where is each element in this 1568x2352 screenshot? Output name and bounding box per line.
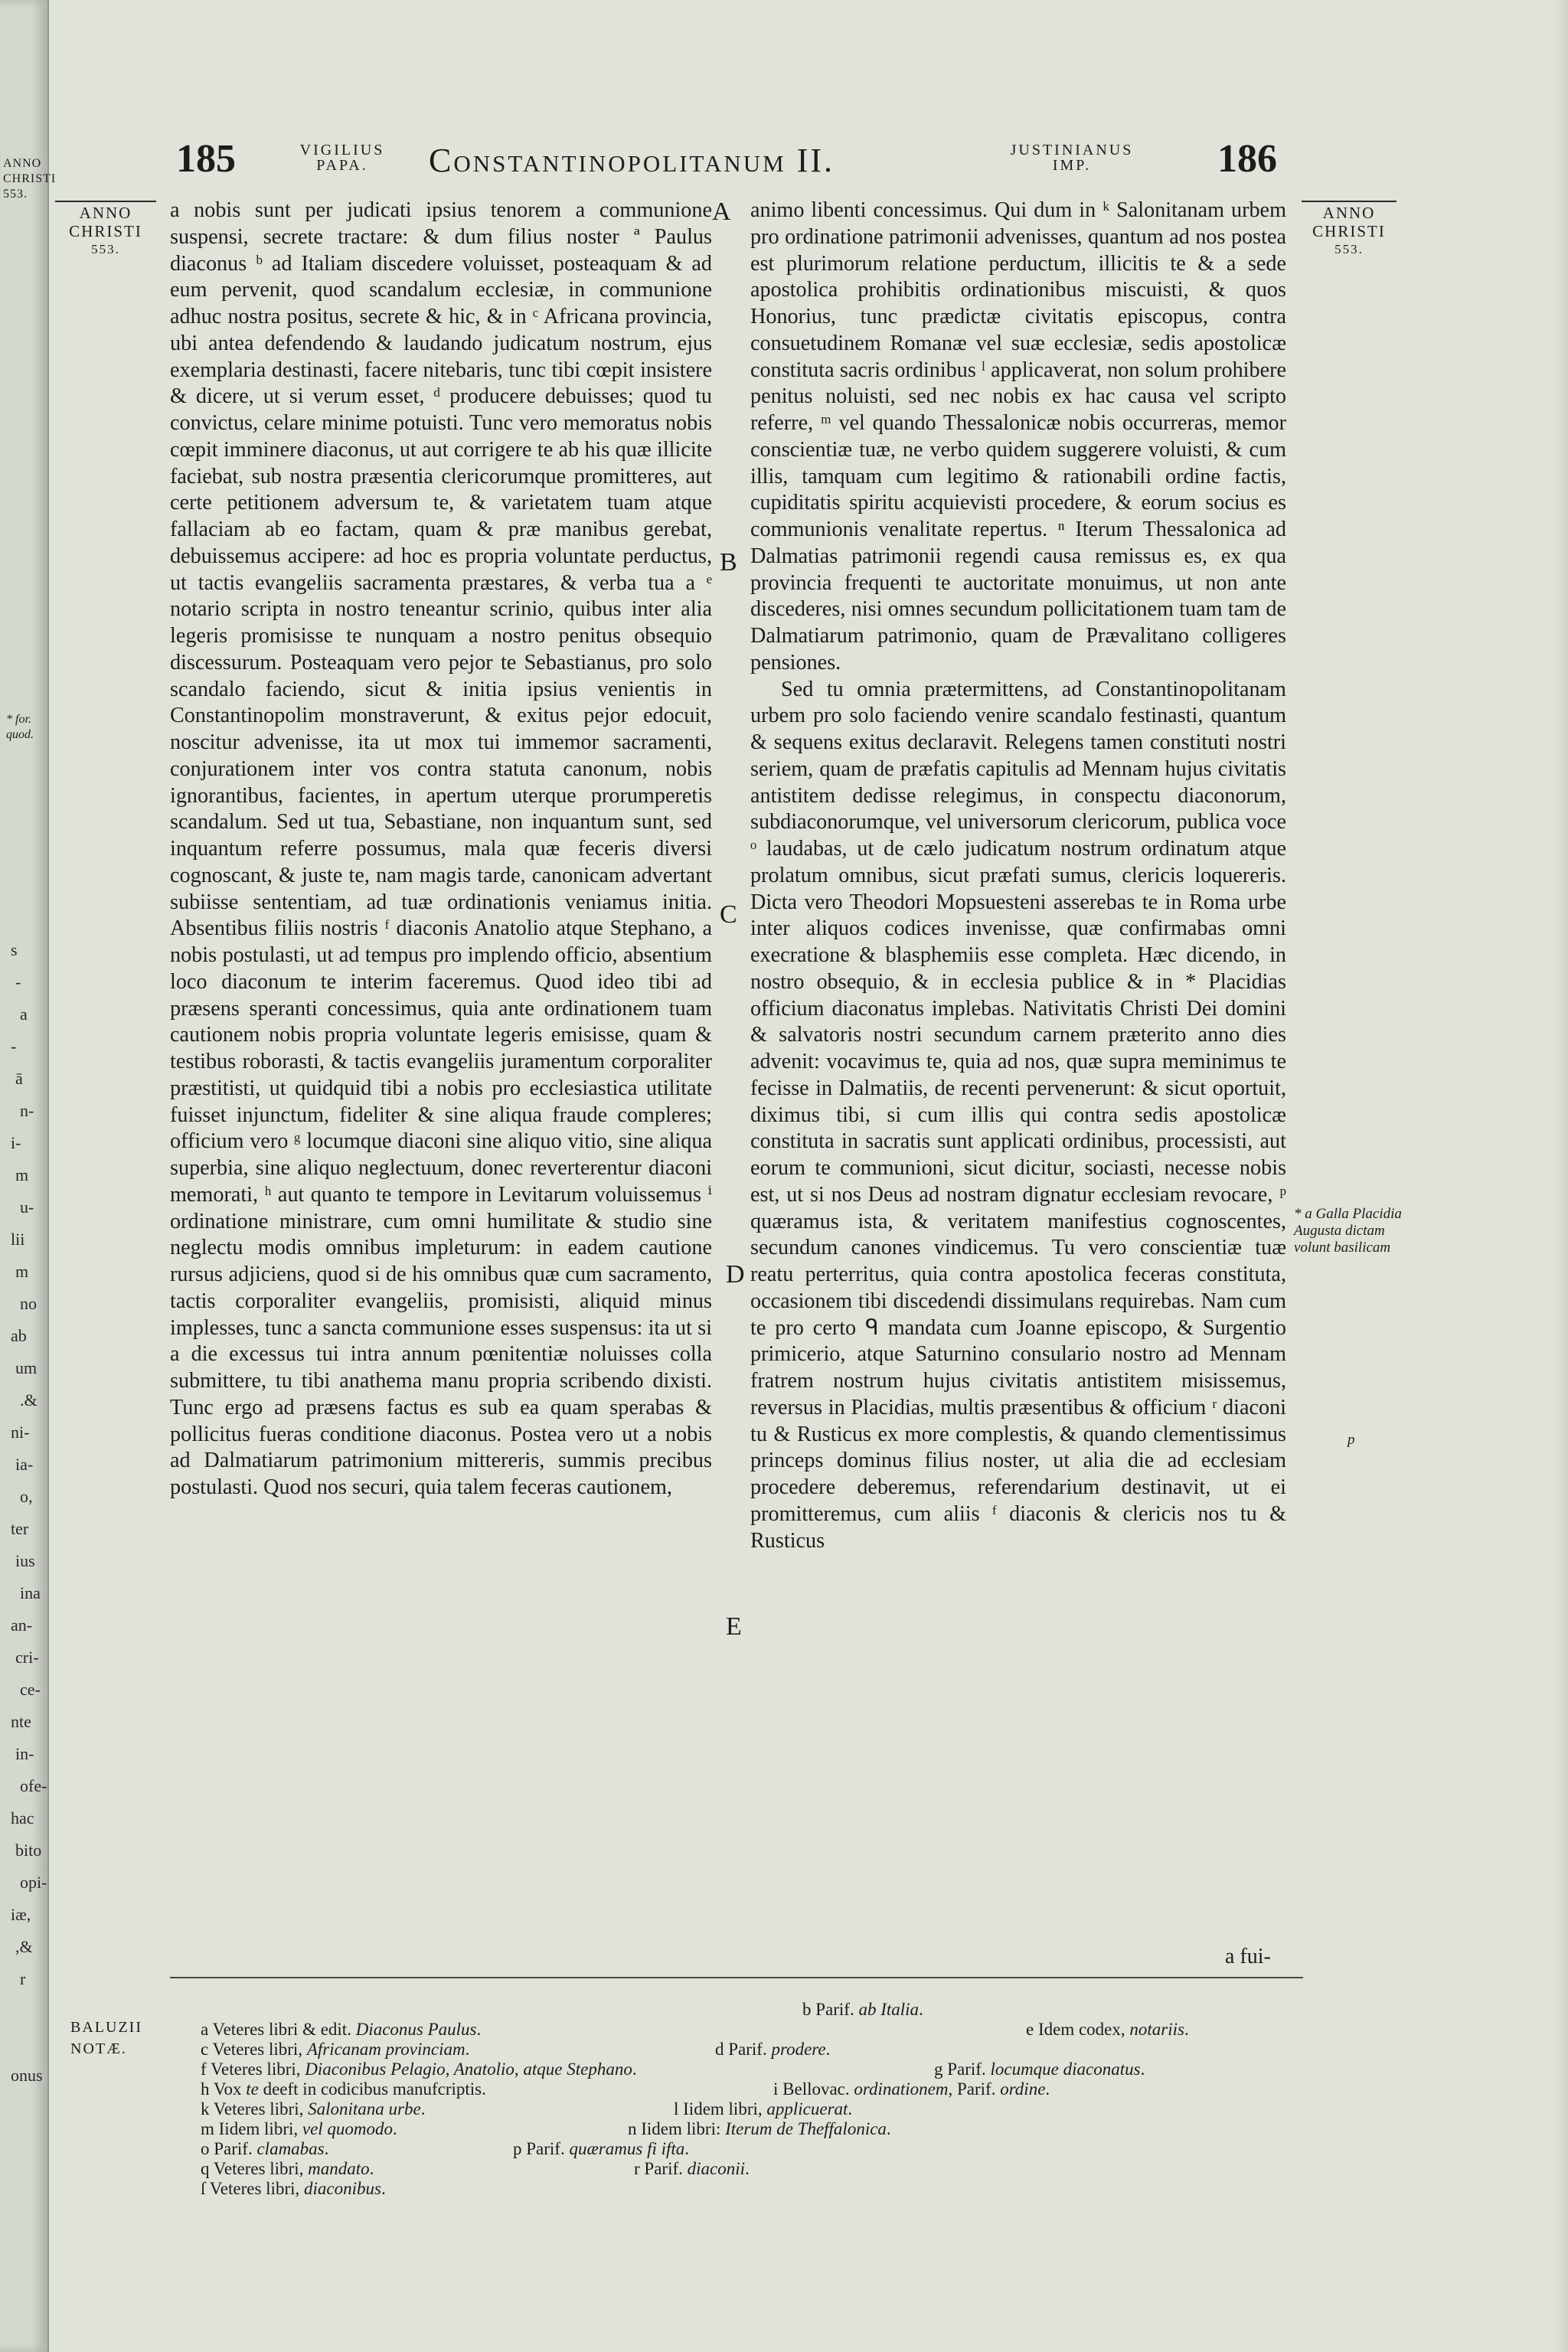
fn-a-pre: a Veteres libri & edit. bbox=[201, 2020, 356, 2039]
prev-page-fragment: - bbox=[15, 972, 21, 991]
footnote-e: e Idem codex, notariis. bbox=[1026, 2020, 1189, 2039]
fn-q-it: mandato bbox=[308, 2159, 370, 2178]
footnote-p: p Parif. quæramus fi ifta. bbox=[513, 2139, 690, 2158]
anno-right bbox=[1302, 201, 1396, 259]
prev-page-fragment: bito bbox=[15, 1841, 42, 1860]
prev-page-fragment: ina bbox=[20, 1583, 41, 1602]
fn-i-mid: , Parif. bbox=[948, 2079, 1001, 2099]
fn-c-pre: c Veteres libri, bbox=[201, 2040, 307, 2059]
footnote-d: d Parif. prodere. bbox=[715, 2040, 831, 2059]
fn-e-pre: e Idem codex, bbox=[1026, 2020, 1130, 2039]
prev-page-fragment: onus bbox=[11, 2066, 43, 2085]
fn-o-it: clamabas bbox=[256, 2139, 325, 2158]
footnote-k: k Veteres libri, Salonitana urbe. bbox=[201, 2099, 426, 2118]
section-letter-d: D bbox=[726, 1260, 745, 1289]
fn-g-pre: g Parif. bbox=[934, 2060, 991, 2079]
fn-d-pre: d Parif. bbox=[715, 2040, 772, 2059]
fn-p-it: quæramus fi ifta bbox=[569, 2139, 685, 2158]
anno-left-2: CHRISTI bbox=[69, 222, 142, 240]
fn-l-it: applicuerat bbox=[766, 2099, 848, 2118]
prev-page-fragment: o, bbox=[20, 1487, 33, 1506]
prev-page-fragment: .& bbox=[20, 1390, 38, 1410]
footnote-label-1: BALUZII bbox=[70, 2019, 142, 2036]
prev-page-fragment: - bbox=[11, 1037, 17, 1056]
fn-i-pre: i Bellovac. bbox=[773, 2079, 854, 2099]
left-column bbox=[170, 198, 712, 1501]
left-paragraph: a nobis sunt per judicati ipsius tenorem a communione suspensi, secrete tractare: & dum filius noster ª Paulus diaconus ᵇ ad Italiam discedere voluisset, posteaquam & ad eum pervenit, quod scandalum ecclesiæ, in communione adhuc nostra positus, secrete & hic, & in ᶜ Africana provincia, ubi antea defendendo & laudando judicatum nostrum, ejus exemplaria destinasti, facere nitebaris, tunc tibi cœpit insistere & dicere, ut si verum esset, ᵈ producere debuisses; quod tu convictus, celare minime potuisti. Tunc vero memoratus nobis cœpit imminere diaconus, ut aut corrigere te ab his quæ illicite faciebat, sub nostra præsentia clericorumque promitteres, aut certe petitionem adversum te, & varietatem tuam atque fallaciam ab eo factam, quam & præ manibus gerebat, debuissemus accipere: ad hoc es propria voluntate perductus, ut tactis evangeliis sacramenta præstares, & verba tua a ᵉ notario scripta in nostro teneantur scrinio, quibus inter alia legeris promisisse te nunquam a nostro penitus obsequio discessurum. Posteaquam vero pejor te Sebastianus, pro solo scandalo faciendo, sicut & initia ipsius venientis in Constantinopolim monstraverunt, & exitus pejor edocuit, noscitur advenisse, ita ut mox tui immemor sacramenti, conjurationem inter vos contra statuta canonum, nobis ignorantibus, facientes, in apertum uterque prorumperetis scandalum. Sed ut tua, Sebastiane, non inquantum sunt, sed inquantum referre possumus, mala quæ feceris diversi cognoscant, & juste te, nam magis tarde, canonicam advertant subiisse sententiam, ad tuæ ordinationis veniamus initia. Absentibus filiis nostris ᶠ diaconis Anatolio atque Stephano, a nobis postulasti, ut ad tempus pro implendo officio, absentium loco diaconum te interim faceremus. Quod ideo tibi ad præsens speranti concessimus, quia ante ordinationem tuam cautionem nobis propria voluntate legeris emisisse, quam & testibus roborasti, & tactis evangeliis juramentum corporaliter præstitisti, ut quidquid tibi a nobis pro ecclesiastica utilitate fuisset injunctum, fideliter & sine aliqua fraude compleres; officium vero ᵍ locumque diaconi sine aliquo vitio, sine aliqua superbia, sine aliquo neglectuum, donec reverterentur diaconi memorati, ʰ aut quanto te tempore in Levitarum voluissemus ⁱ ordinatione ministrare, cum omni humilitate & studio sine neglectu modis omnibus impleturum: in eadem cautione rursus adjiciens, quod si de his omnibus quæ cum sacramento, tactis corporaliter evangeliis, promisisti, aliquid minus implesses, tunc a sancta communione esses suspensus: ita ut si a die excessus tui intra annum pœnitentiæ noluisses colla submittere, tu tibi anathema manu propria scribendo dixisti. Tunc ergo ad præsens factus es sub ea quam sperabas & pollicitus fueras conditione diaconus. Postea vero ut a nobis ad Dalmatiarum patrimonium mittereris, summis precibus postulasti. Quod nos securi, quia talem feceras cautionem, bbox=[170, 198, 712, 1499]
footnote-h bbox=[201, 2079, 486, 2099]
prev-page-fragment: ā bbox=[15, 1069, 23, 1088]
footnote-g: g Parif. locumque diaconatus. bbox=[934, 2060, 1145, 2079]
anno-right-3: 553. bbox=[1334, 242, 1364, 256]
fn-h-it: te bbox=[246, 2079, 259, 2099]
section-letter-a: A bbox=[712, 198, 731, 226]
prev-page-fragment: um bbox=[15, 1358, 38, 1377]
side-note-p: p bbox=[1348, 1432, 1355, 1448]
page-edge-shadow bbox=[1554, 0, 1568, 2352]
anno-left bbox=[55, 201, 156, 259]
anno-right-1: ANNO bbox=[1302, 201, 1396, 222]
footnote-l: l Iidem libri, applicuerat. bbox=[674, 2099, 853, 2118]
prev-page-fragment: ce- bbox=[20, 1680, 41, 1699]
fn-c-it: Africanam provinciam bbox=[306, 2040, 466, 2059]
fn-g-it: locumque diaconatus bbox=[990, 2060, 1141, 2079]
prev-page-fragment: ia- bbox=[15, 1455, 34, 1474]
prev-page-fragment: ofe- bbox=[20, 1776, 47, 1795]
anno-left-1: ANNO bbox=[55, 201, 156, 222]
prev-page-fragment: ius bbox=[15, 1551, 35, 1570]
emperor-line-2: IMP. bbox=[1052, 157, 1092, 174]
fn-i-it: ordinationem bbox=[854, 2079, 949, 2099]
prev-page-fragment: m bbox=[15, 1262, 29, 1281]
fn-f-it: Diaconibus Pelagio, Anatolio, atque Stephano bbox=[305, 2060, 632, 2079]
section-letter-c: C bbox=[720, 900, 737, 929]
prev-page-fragment: m bbox=[15, 1165, 29, 1184]
anno-right-2: CHRISTI bbox=[1312, 222, 1386, 240]
pope-line-2: PAPA. bbox=[316, 157, 368, 174]
right-paragraph-2: Sed tu omnia prætermittens, ad Constantinopolitanam urbem pro solo faciendo venire scandalo festinasti, quantum & sequens exitus declaravit. Relegens tamen constituti nostri seriem, quam de præfatis capitulis ad Mennam hujus civitatis antistitem dedisse relegimus, in conspectu diaconorum, subdiaconorumque, vel universorum clericorum, publica voce ᵒ laudabas, ut de cælo judicatum nostrum ordinatum atque prolatum omnibus, sicut præfati sumus, clericis loquereris. Dicta vero Theodori Mopsuesteni asserebas te in Roma urbe inter aliquos codices invenisse, quæ confirmabas omni execratione & blasphemiis esse completa. Hæc dicendo, in nostro obsequio, & in ecclesia publice & in * Placidias officium diaconatus implebas. Nativitatis Christi Dei domini & salvatoris nostri secundum carnem præterito anno dies advenit: vocavimus te, quia ad nos, quæ supra meminimus te fecisse in Dalmatiis, de recenti pervenerunt: & sicut oportuit, diximus tibi, si cum illis qui contra sedis apostolicæ constituta in sacratis sunt applicati ordinibus, processisti, aut eorum te communioni, sicut dicitur, sociasti, necesse nobis est, ut si nos Deus ad nostram dignatur ecclesiam revocare, ᵖ quæramus ista, & veritatem manifestius cognoscentes, secundum canones vindicemus. Tu vero conscientiæ tuæ reatu perterritus, quia contra apostolica feceras constituta, occasionem tibi discedendi dissimulans requirebas. Nam cum te pro certo ᑫ mandata cum Joanne episcopo, & Surgentio primicerio, atque Saturnino consulario nostro ad Mennam fratrem nostrum hujus civitatis antistitem misissemus, reversus in Placidias, multis præsentibus & officium ʳ diaconi tu & Rusticus ex more complestis, & quando clementissimus princeps dominus filius noster, ut alia die ad ecclesiam procedere deberemus, referendarium destinavit, ut ei promitteremus, cum aliis ᶠ diaconis & clericis nos tu & Rusticus bbox=[750, 677, 1286, 1553]
prev-page-fragment: n- bbox=[20, 1101, 34, 1120]
fn-p-pre: p Parif. bbox=[513, 2139, 570, 2158]
footnote-label bbox=[70, 2017, 142, 2060]
footnote-s: ſ Veteres libri, diaconibus. bbox=[201, 2179, 386, 2198]
footnote-b: b Parif. ab Italia. bbox=[802, 2000, 923, 2019]
fn-a-it: Diaconus Paulus bbox=[355, 2020, 477, 2039]
fn-h-pre: h Vox bbox=[201, 2079, 247, 2099]
section-letter-b: B bbox=[720, 548, 737, 577]
prev-page-fragment: s bbox=[11, 940, 18, 959]
fn-f-pre: f Veteres libri, bbox=[201, 2060, 305, 2079]
footnote-c: c Veteres libri, Africanam provinciam. bbox=[201, 2040, 470, 2059]
fn-e-it: notariis bbox=[1129, 2020, 1184, 2039]
footnote-rule bbox=[170, 1977, 1303, 1978]
page-title: Constantinopolitanum II. bbox=[429, 142, 835, 179]
prev-page-fragment: ,& bbox=[15, 1937, 33, 1956]
fn-s-pre: ſ Veteres libri, bbox=[201, 2179, 304, 2198]
fn-m-pre: m Iidem libri, bbox=[201, 2119, 302, 2138]
footnote-o: o Parif. clamabas. bbox=[201, 2139, 329, 2158]
prev-page-fragment: r bbox=[20, 1969, 26, 1988]
right-column bbox=[750, 198, 1286, 1554]
prev-page-fragment: in- bbox=[15, 1744, 34, 1763]
prev-page-fragment: ab bbox=[11, 1326, 27, 1345]
prev-page-fragment: iæ, bbox=[11, 1905, 31, 1924]
fn-q-pre: q Veteres libri, bbox=[201, 2159, 309, 2178]
prev-page-fragment: ter bbox=[11, 1519, 29, 1538]
footnote-label-2: NOTÆ. bbox=[70, 2040, 127, 2057]
footnote-m: m Iidem libri, vel quomodo. bbox=[201, 2119, 397, 2138]
emperor-line-1: JUSTINIANUS bbox=[1010, 142, 1134, 158]
prev-page-fragment: ni- bbox=[11, 1423, 30, 1442]
fn-s-it: diaconibus bbox=[304, 2179, 381, 2198]
page-number-left: 185 bbox=[176, 137, 236, 181]
prev-page-fragment: nte bbox=[11, 1712, 31, 1731]
fn-b-pre: b Parif. bbox=[802, 2000, 859, 2019]
pope-line-1: VIGILIUS bbox=[299, 142, 385, 158]
anno-left-3: 553. bbox=[91, 242, 120, 256]
fn-m-it: vel quomodo bbox=[302, 2119, 394, 2138]
fn-r-it: diaconii bbox=[687, 2159, 746, 2178]
prev-page-fragment: lii bbox=[11, 1230, 25, 1249]
fn-n-it: Iterum de Theffalonica bbox=[725, 2119, 887, 2138]
prev-note: * for. quod. bbox=[6, 713, 34, 741]
pope-name bbox=[292, 142, 392, 173]
fn-n-pre: n Iidem libri: bbox=[628, 2119, 726, 2138]
right-paragraph-1: animo libenti concessimus. Qui dum in ᵏ Salonitanam urbem pro ordinatione patrimonii advenisses, quantum ad nos postea est plurimorum relatione perductum, illicitis te & a sede apostolica prohibitis ordinationibus miscuisti, & quos Honorius, tunc prædictæ civitatis episcopus, contra consuetudinem Romanæ vel suæ ecclesiæ, sedis apostolicæ constituta sacris ordinibus ˡ applicaverat, non solum prohibere penitus noluisti, sed nec nobis ex hac causa vel scripto referre, ᵐ vel quando Thessalonicæ nobis occurreras, memor conscientiæ tuæ, ne verbo quidem suggerere voluisti, & cum illis, tamquam cum legitimo & rationabili ordine factis, cupiditatis spiritu acquievisti procedere, & eorum socius es communionis venalitate repertus. ⁿ Iterum Thessalonica ad Dalmatias patrimonii regendi causa remissus es, ex qua provincia frequenti te auctoritate monuimus, ut non ante discederes, nisi omnes secundum pollicitationem tuam tam de Dalmatiarum patrimonio, quam de Prævalitano colligeres pensiones. bbox=[750, 198, 1286, 675]
prev-page-fragment: i- bbox=[11, 1133, 21, 1152]
footnote-n: n Iidem libri: Iterum de Theffalonica. bbox=[628, 2119, 891, 2138]
fn-d-it: prodere bbox=[771, 2040, 826, 2059]
fn-k-pre: k Veteres libri, bbox=[201, 2099, 309, 2118]
prev-page-fragment: u- bbox=[20, 1197, 34, 1217]
prev-anno: ANNO CHRISTI 553. bbox=[3, 157, 57, 201]
footnote-i: i Bellovac. ordinationem, Parif. ordine. bbox=[773, 2079, 1050, 2099]
page-number-right: 186 bbox=[1217, 137, 1277, 181]
fn-k-it: Salonitana urbe bbox=[308, 2099, 421, 2118]
footnote-r: r Parif. diaconii. bbox=[634, 2159, 750, 2178]
fn-o-pre: o Parif. bbox=[201, 2139, 257, 2158]
footnote-f: f Veteres libri, Diaconibus Pelagio, Anatolio, atque Stephano. bbox=[201, 2060, 637, 2079]
catchword: a fui- bbox=[1225, 1945, 1271, 1968]
prev-page-fragment: a bbox=[20, 1004, 28, 1024]
footnote-q: q Veteres libri, mandato. bbox=[201, 2159, 374, 2178]
side-note-placidia: * a Galla Placidia Augusta dictam volunt basilicam bbox=[1294, 1206, 1402, 1256]
section-letter-e: E bbox=[726, 1612, 742, 1641]
fn-i-it2: ordine bbox=[1000, 2079, 1046, 2099]
prev-page-fragment: opi- bbox=[20, 1873, 47, 1892]
emperor-name bbox=[999, 142, 1145, 173]
fn-h-post: deeft in codicibus manufcriptis. bbox=[258, 2079, 486, 2099]
footnote-a: a Veteres libri & edit. Diaconus Paulus. bbox=[201, 2020, 482, 2039]
fn-l-pre: l Iidem libri, bbox=[674, 2099, 767, 2118]
prev-page-fragment: an- bbox=[11, 1615, 33, 1635]
prev-page-fragment: cri- bbox=[15, 1648, 39, 1667]
prev-page-fragment: hac bbox=[11, 1808, 34, 1828]
prev-page-fragment: no bbox=[20, 1294, 37, 1313]
adjacent-page-edge bbox=[0, 0, 57, 2352]
fn-r-pre: r Parif. bbox=[634, 2159, 688, 2178]
fn-b-it: ab Italia bbox=[858, 2000, 920, 2019]
